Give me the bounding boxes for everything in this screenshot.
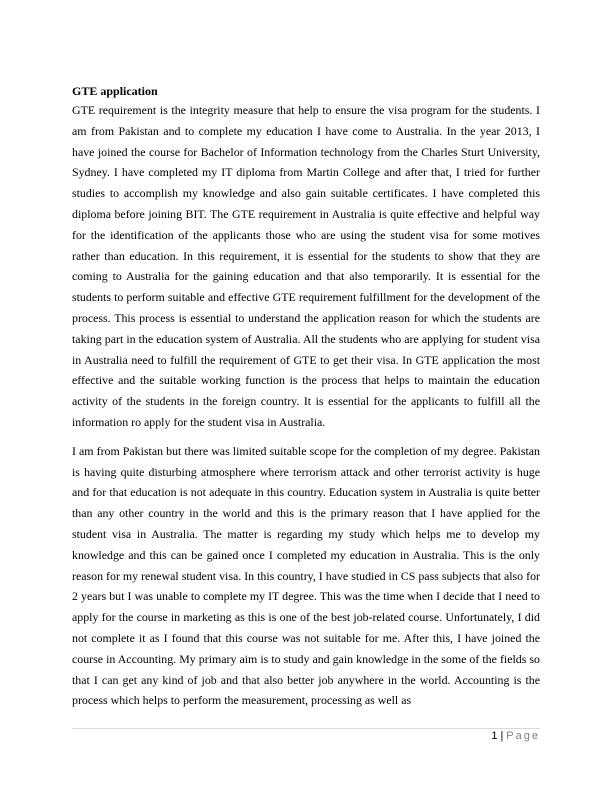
footer-separator: | (500, 730, 504, 742)
page-footer (491, 729, 540, 743)
paragraph-2: I am from Pakistan but there was limited suitable scope for the completion of my degree. Pakistan is having quite disturbing atmosphere where terrorism attack and other terrorist activity is huge and for that education is not adequate in this country. Education system in Australia is quite better than any other country in the world and this is the primary reason that I have applied for the student visa in Australia. The matter is regarding my study which helps me to develop my knowledge and this can be gained once I completed my education in Australia. This is the only reason for my renewal student visa. In this country, I have studied in CS pass subjects that also for 2 years but I was unable to complete my IT degree. This was the time when I decide that I need to apply for the course in marketing as this is one of the best job-related course. Unfortunately, I did not complete it as I found that this course was not suitable for me. After this, I have joined the course in Accounting. My primary aim is to study and gain knowledge in the some of the fields so that I can get any kind of job and that also better job anywhere in the world. Accounting is the process which helps to perform the measurement, processing as well as (72, 443, 540, 708)
document-body (72, 82, 540, 760)
page-label: Page (506, 730, 540, 742)
paragraph-1: GTE requirement is the integrity measure that help to ensure the visa program for the students. I am from Pakistan and to complete my education I have come to Australia. In the year 2013, I have joined the course for Bachelor of Information technology from the Charles Sturt University, Sydney. I have completed my IT diploma from Martin College and after that, I tried for further studies to accomplish my knowledge and also gain suitable certificates. I have completed this diploma before joining BIT. The GTE requirement in Australia is quite effective and helpful way for the identification of the applicants those who are using the student visa for some motives rather than education. In this requirement, it is essential for the students to show that they are coming to Australia for the gaining education and that also temporarily. It is essential for the students to perform suitable and effective GTE requirement fulfillment for the development of the process. This process is essential to understand the application reason for which the students are taking part in the education system of Australia. All the students who are applying for student visa in Australia need to fulfill the requirement of GTE to get their visa. In GTE application the most effective and the suitable working function is the process that helps to maintain the education activity of the students in the foreign country. It is essential for the applicants to fulfill all the information ro apply for the student visa in Australia. (72, 103, 540, 429)
footer-divider (72, 728, 540, 729)
page-number: 1 (491, 730, 498, 742)
section-heading: GTE application (72, 84, 158, 98)
